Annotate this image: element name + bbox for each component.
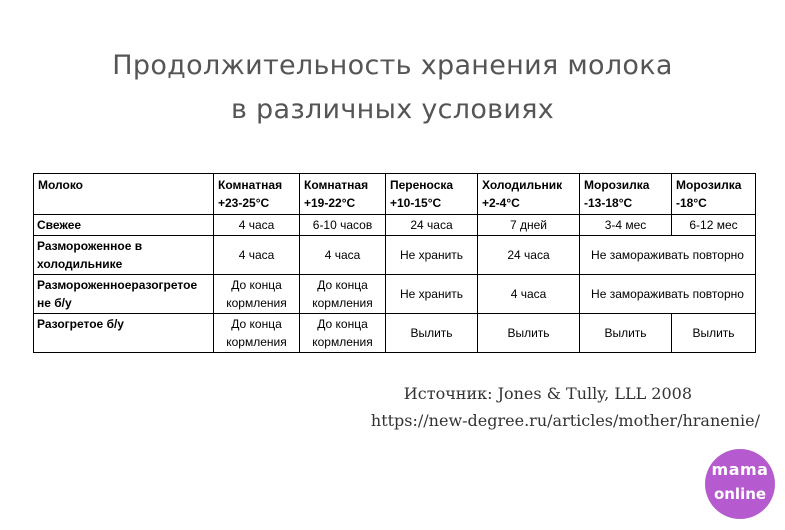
row-label: Разогретое б/у (34, 314, 214, 353)
table-cell: 24 часа (386, 215, 478, 236)
header-cell-freezer-1: Морозилка -13-18°C (580, 174, 672, 215)
logo-text-bottom: online (713, 485, 767, 503)
page-title-line-2: в различных условиях (230, 94, 555, 125)
table-cell: До конца кормления (214, 314, 300, 353)
table-header-row (34, 174, 756, 215)
table-cell: Не замораживать повторно (580, 275, 756, 314)
source-citation: Источник: Jones & Tully, LLL 2008 (403, 384, 692, 403)
table-row (34, 275, 756, 314)
header-cell-freezer-2: Морозилка -18°C (672, 174, 756, 215)
header-cell-room-warm: Комнатная +23-25°C (214, 174, 300, 215)
table-cell: Не замораживать повторно (580, 236, 756, 275)
table-cell: 24 часа (478, 236, 580, 275)
table-cell: 4 часа (300, 236, 386, 275)
row-label: Свежее (34, 215, 214, 236)
table-cell: До конца кормления (300, 275, 386, 314)
header-cell-room-cool: Комнатная +19-22°C (300, 174, 386, 215)
table-cell: Вылить (580, 314, 672, 353)
mama-online-logo (705, 449, 775, 519)
table-row (34, 236, 756, 275)
row-label: Размороженное в холодильнике (34, 236, 214, 275)
table-cell: До конца кормления (300, 314, 386, 353)
table-cell: Вылить (386, 314, 478, 353)
table-cell: До конца кормления (214, 275, 300, 314)
table-cell: Не хранить (386, 236, 478, 275)
table-cell: 7 дней (478, 215, 580, 236)
table-cell: 4 часа (214, 215, 300, 236)
logo-text-top: mama (711, 460, 769, 479)
table-row (34, 314, 756, 353)
table-row (34, 215, 756, 236)
source-url: https://new-degree.ru/articles/mother/hranenie/ (370, 411, 760, 430)
table-cell: Не хранить (386, 275, 478, 314)
table-cell: Вылить (672, 314, 756, 353)
row-label: Размороженноеразогретое не б/у (34, 275, 214, 314)
table-cell: 4 часа (478, 275, 580, 314)
table-cell: 4 часа (214, 236, 300, 275)
table-cell: 6-10 часов (300, 215, 386, 236)
table-cell: 3-4 мес (580, 215, 672, 236)
header-cell-fridge: Холодильник +2-4°C (478, 174, 580, 215)
table-cell: 6-12 мес (672, 215, 756, 236)
table-cell: Вылить (478, 314, 580, 353)
header-cell-cooler-bag: Переноска +10-15°C (386, 174, 478, 215)
page-title-line-1: Продолжительность хранения молока (112, 50, 673, 81)
storage-table (33, 173, 756, 353)
header-cell-milk: Молоко (34, 174, 214, 215)
